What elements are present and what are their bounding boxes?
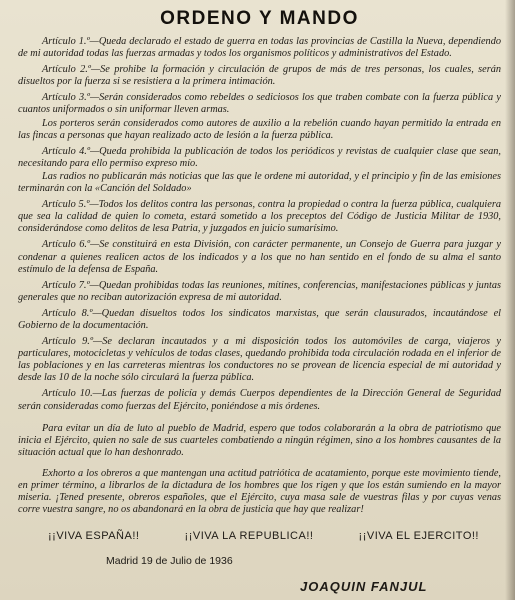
page-edge-shadow — [505, 0, 515, 600]
cheer-ejercito: ¡¡VIVA EL EJERCITO!! — [358, 530, 479, 543]
article-7: Artículo 7.º—Quedan prohibidas todas las reuniones, mítines, conferencias, manifestaciones públicas y juntas generales que no reciban autorización expresa de mi autoridad. — [18, 279, 501, 303]
article-5: Artículo 5.º—Todos los delitos contra las personas, contra la propiedad o contra la fuerza pública, cualquiera que sea la calidad de quien lo cometa, estará sometido a los preceptos del Código de Justicia Militar de 1930, considerándose como delitos de lesa Patria, y juzgados en juicio sumarísimo. — [18, 199, 501, 235]
poster-title: ORDENO Y MANDO — [160, 8, 359, 29]
article-3: Artículo 3.º—Serán considerados como rebeldes o sediciosos los que traben combate con la fuerza pública y cuantos uniformados o sin uniformar lleven armas. — [18, 92, 501, 116]
exhortation-section — [18, 423, 501, 517]
article-10: Artículo 10.—Las fuerzas de policía y demás Cuerpos dependientes de la Dirección General de Seguridad serán consideradas como fuerzas del Ejército, poniéndose a mis órdenes. — [18, 388, 501, 412]
decree-date: Madrid 19 de Julio de 1936 — [106, 555, 233, 568]
article-1: Artículo 1.º—Queda declarado el estado de guerra en todas las provincias de Castilla la Nueva, dependiendo de mi autoridad todas las fuerzas armadas y todos los organismos políticos y administrativos del Estado. — [18, 36, 501, 60]
article-4: Artículo 4.º—Queda prohibida la publicación de todos los periódicos y revistas de cualquier clase que sean, necesitando para ello permiso expreso mío. — [18, 145, 501, 169]
article-6: Artículo 6.º—Se constituirá en esta División, con carácter permanente, un Consejo de Guerra para juzgar y condenar a quienes realicen actos de los indicados y a los que no han sentido en el fondo de su alma el santo estímulo de la defensa de España. — [18, 239, 501, 275]
signature: JOAQUIN FANJUL — [300, 579, 428, 595]
exhortation-madrid: Para evitar un día de luto al pueblo de Madrid, espero que todos colaborarán a la obra de patriotismo que inicia el Ejército, quien no sale de sus cuarteles combatiendo a ningún régimen, sino a los hombres causantes de la situación actual que lo han deshonrado. — [18, 422, 501, 458]
article-2: Artículo 2.º—Se prohibe la formación y circulación de grupos de más de tres personas, los cuales, serán disueltos por la fuerza si se resistiera a la primera intimación. — [18, 64, 501, 88]
cheer-espana: ¡¡VIVA ESPAÑA!! — [48, 530, 140, 543]
article-8: Artículo 8.º—Quedan disueltos todos los sindicatos marxistas, que serán clausurados, incautándose el Gobierno de la documentación. — [18, 307, 501, 331]
cheer-republica: ¡¡VIVA LA REPUBLICA!! — [184, 530, 314, 543]
article-4-continuation: Las radios no publicarán más noticias que las que le ordene mi autoridad, y el principio y fin de las emisiones terminarán con la «Canción del Soldado» — [18, 170, 501, 195]
articles-section — [18, 36, 501, 516]
cheers-row — [48, 530, 479, 542]
exhortation-workers: Exhorto a los obreros a que mantengan una actitud patriótica de acatamiento, porque este movimiento tiende, en primer término, a librarlos de la dictadura de los hombres que los rigen y que los están sumiendo en la mayor miseria. ¡Tened presente, obreros españoles, que el Ejército, cuya masa sale de vuestras filas y por cuyas venas corre vuestra sangre, no os abandonará en la obra de justicia que hay que realizar! — [18, 467, 501, 516]
article-3-continuation: Los porteros serán considerados como autores de auxilio a la rebelión cuando hayan permitido la entrada en las fincas a personas que hayan realizado acto de lesión a la fuerza pública. — [18, 117, 501, 141]
article-9: Artículo 9.º—Se declaran incautados y a mi disposición todos los automóviles de carga, viajeros y particulares, motocicletas y vehículos de todas clases, quedando prohibida toda circulación rodada en el inferior de las poblaciones y en las carreteras mientras los conductores no se provean de licencia especial de mi autoridad y desde las 10 de la noche sólo circulará la fuerza pública. — [18, 336, 501, 384]
